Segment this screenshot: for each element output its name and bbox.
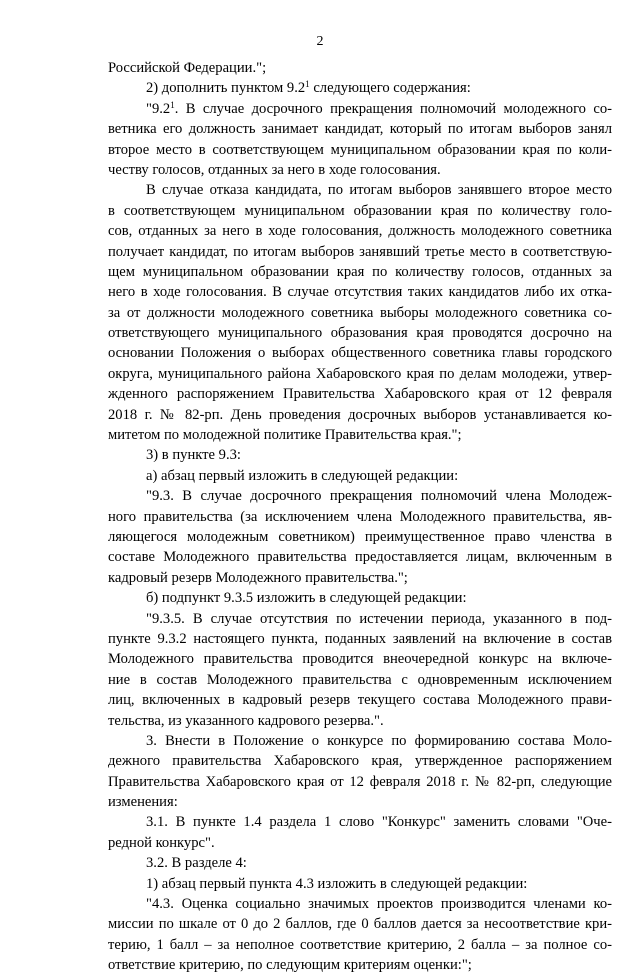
text-line: округа, муниципального района Хабаровского края по делам молодежи, утвер- [108,365,612,382]
text-line: честву голосов, отданных за него в ходе голосования. [108,161,441,178]
text-line: "9.3.5. В случае отсутствия по истечении периода, указанного в под- [146,610,612,627]
text-line: митетом по молодежной политике Правительства края."; [108,427,462,444]
text-line: щем муниципальном образовании края по количеству голосов, отданных за [108,263,612,280]
text-line: ного правительства (за исключением члена Молодежного правительства, яв- [108,508,612,525]
text-line: 3. Внести в Положение о конкурсе по формированию состава Моло- [146,732,612,749]
text-line: ответствие критерию, по следующим критериям оценки:"; [108,957,472,974]
text-line: редной конкурс". [108,834,215,851]
text-line: ние в состав Молодежного правительства с одновременным исключением [108,671,612,688]
text-line: ветника его должность занимает кандидат, который по итогам выборов занял [108,121,612,138]
text-line: получает кандидат, по итогам выборов занявший третье место в соответствую- [108,243,612,260]
text-line: него в ходе голосования. В случае отсутствия таких кандидатов либо их отка- [108,284,612,301]
text-line: составе Молодежного правительства предоставляется лицам, включенным в [108,549,612,566]
text-line: в соответствующем муниципальном образовании края по количеству голо- [108,202,612,219]
text-line: миссии по шкале от 0 до 2 баллов, где 0 баллов дается за несоответствие кри- [108,916,612,933]
text-line: 3.1. В пункте 1.4 раздела 1 слово "Конкурс" заменить словами "Оче- [146,814,612,831]
text-line: "9.3. В случае досрочного прекращения полномочий члена Молодеж- [146,488,612,505]
text-line: за от должности молодежного советника выборы молодежного советника со- [108,304,612,321]
text-line: 1) абзац первый пункта 4.3 изложить в следующей редакции: [146,875,528,892]
text-line: второе место в соответствующем муниципальном образовании края по коли- [108,141,612,158]
text-line: кадровый резерв Молодежного правительства."; [108,569,408,586]
text-line: изменения: [108,794,178,811]
text-line: дежного правительства Хабаровского края, утвержденное распоряжением [108,753,612,770]
text-line: 2) дополнить пунктом $9.2^1$ следующего содержания: [146,79,471,97]
text-line: ляющегося молодежным советником) преимущественное право членства в [108,528,612,545]
text-line: а) абзац первый изложить в следующей редакции: [146,467,459,484]
text-line: тельства, из указанного кадрового резерва.". [108,712,384,729]
text-line: 3.2. В разделе 4: [146,855,247,872]
text-line: "4.3. Оценка социально значимых проектов производится членами ко- [146,896,612,913]
text-line: "$9.2^1$. В случае досрочного прекращения полномочий молодежного со- [146,99,612,117]
text-line: Молодежного правительства проводится внеочередной конкурс на включе- [108,651,612,668]
text-line: 3) в пункте 9.3: [146,447,241,464]
page-number: 2 [316,34,324,49]
text-line: основании Положения о выборах общественного советника главы городского [108,345,612,362]
document-body [108,58,612,976]
text-line: лиц, включенных в кадровый резерв текущего состава Молодежного прави- [108,692,612,709]
text-line: б) подпункт 9.3.5 изложить в следующей редакции: [146,590,467,607]
text-line: В случае отказа кандидата, по итогам выборов занявшего второе место [146,182,612,199]
text-line: Правительства Хабаровского края от 12 февраля 2018 г. № 82-рп, следующие [108,773,612,790]
text-line: пункте 9.3.2 настоящего пункта, поданных заявлений на включение в состав [108,630,612,647]
text-line: Российской Федерации."; [108,60,267,76]
text-line: сов, отданных за него в ходе голосования, должность молодежного советника [108,223,612,240]
text-line: ответствующего муниципального образования края проводятся досрочно на [108,325,612,342]
text-line: 2018 г. № 82-рп. День проведения досрочных выборов устанавливается ко- [108,406,612,423]
text-line: терию, 1 балл – за неполное соответствие критерию, 2 балла – за полное со- [108,936,612,953]
text-line: жденного распоряжением Правительства Хабаровского края от 12 февраля [108,386,612,403]
